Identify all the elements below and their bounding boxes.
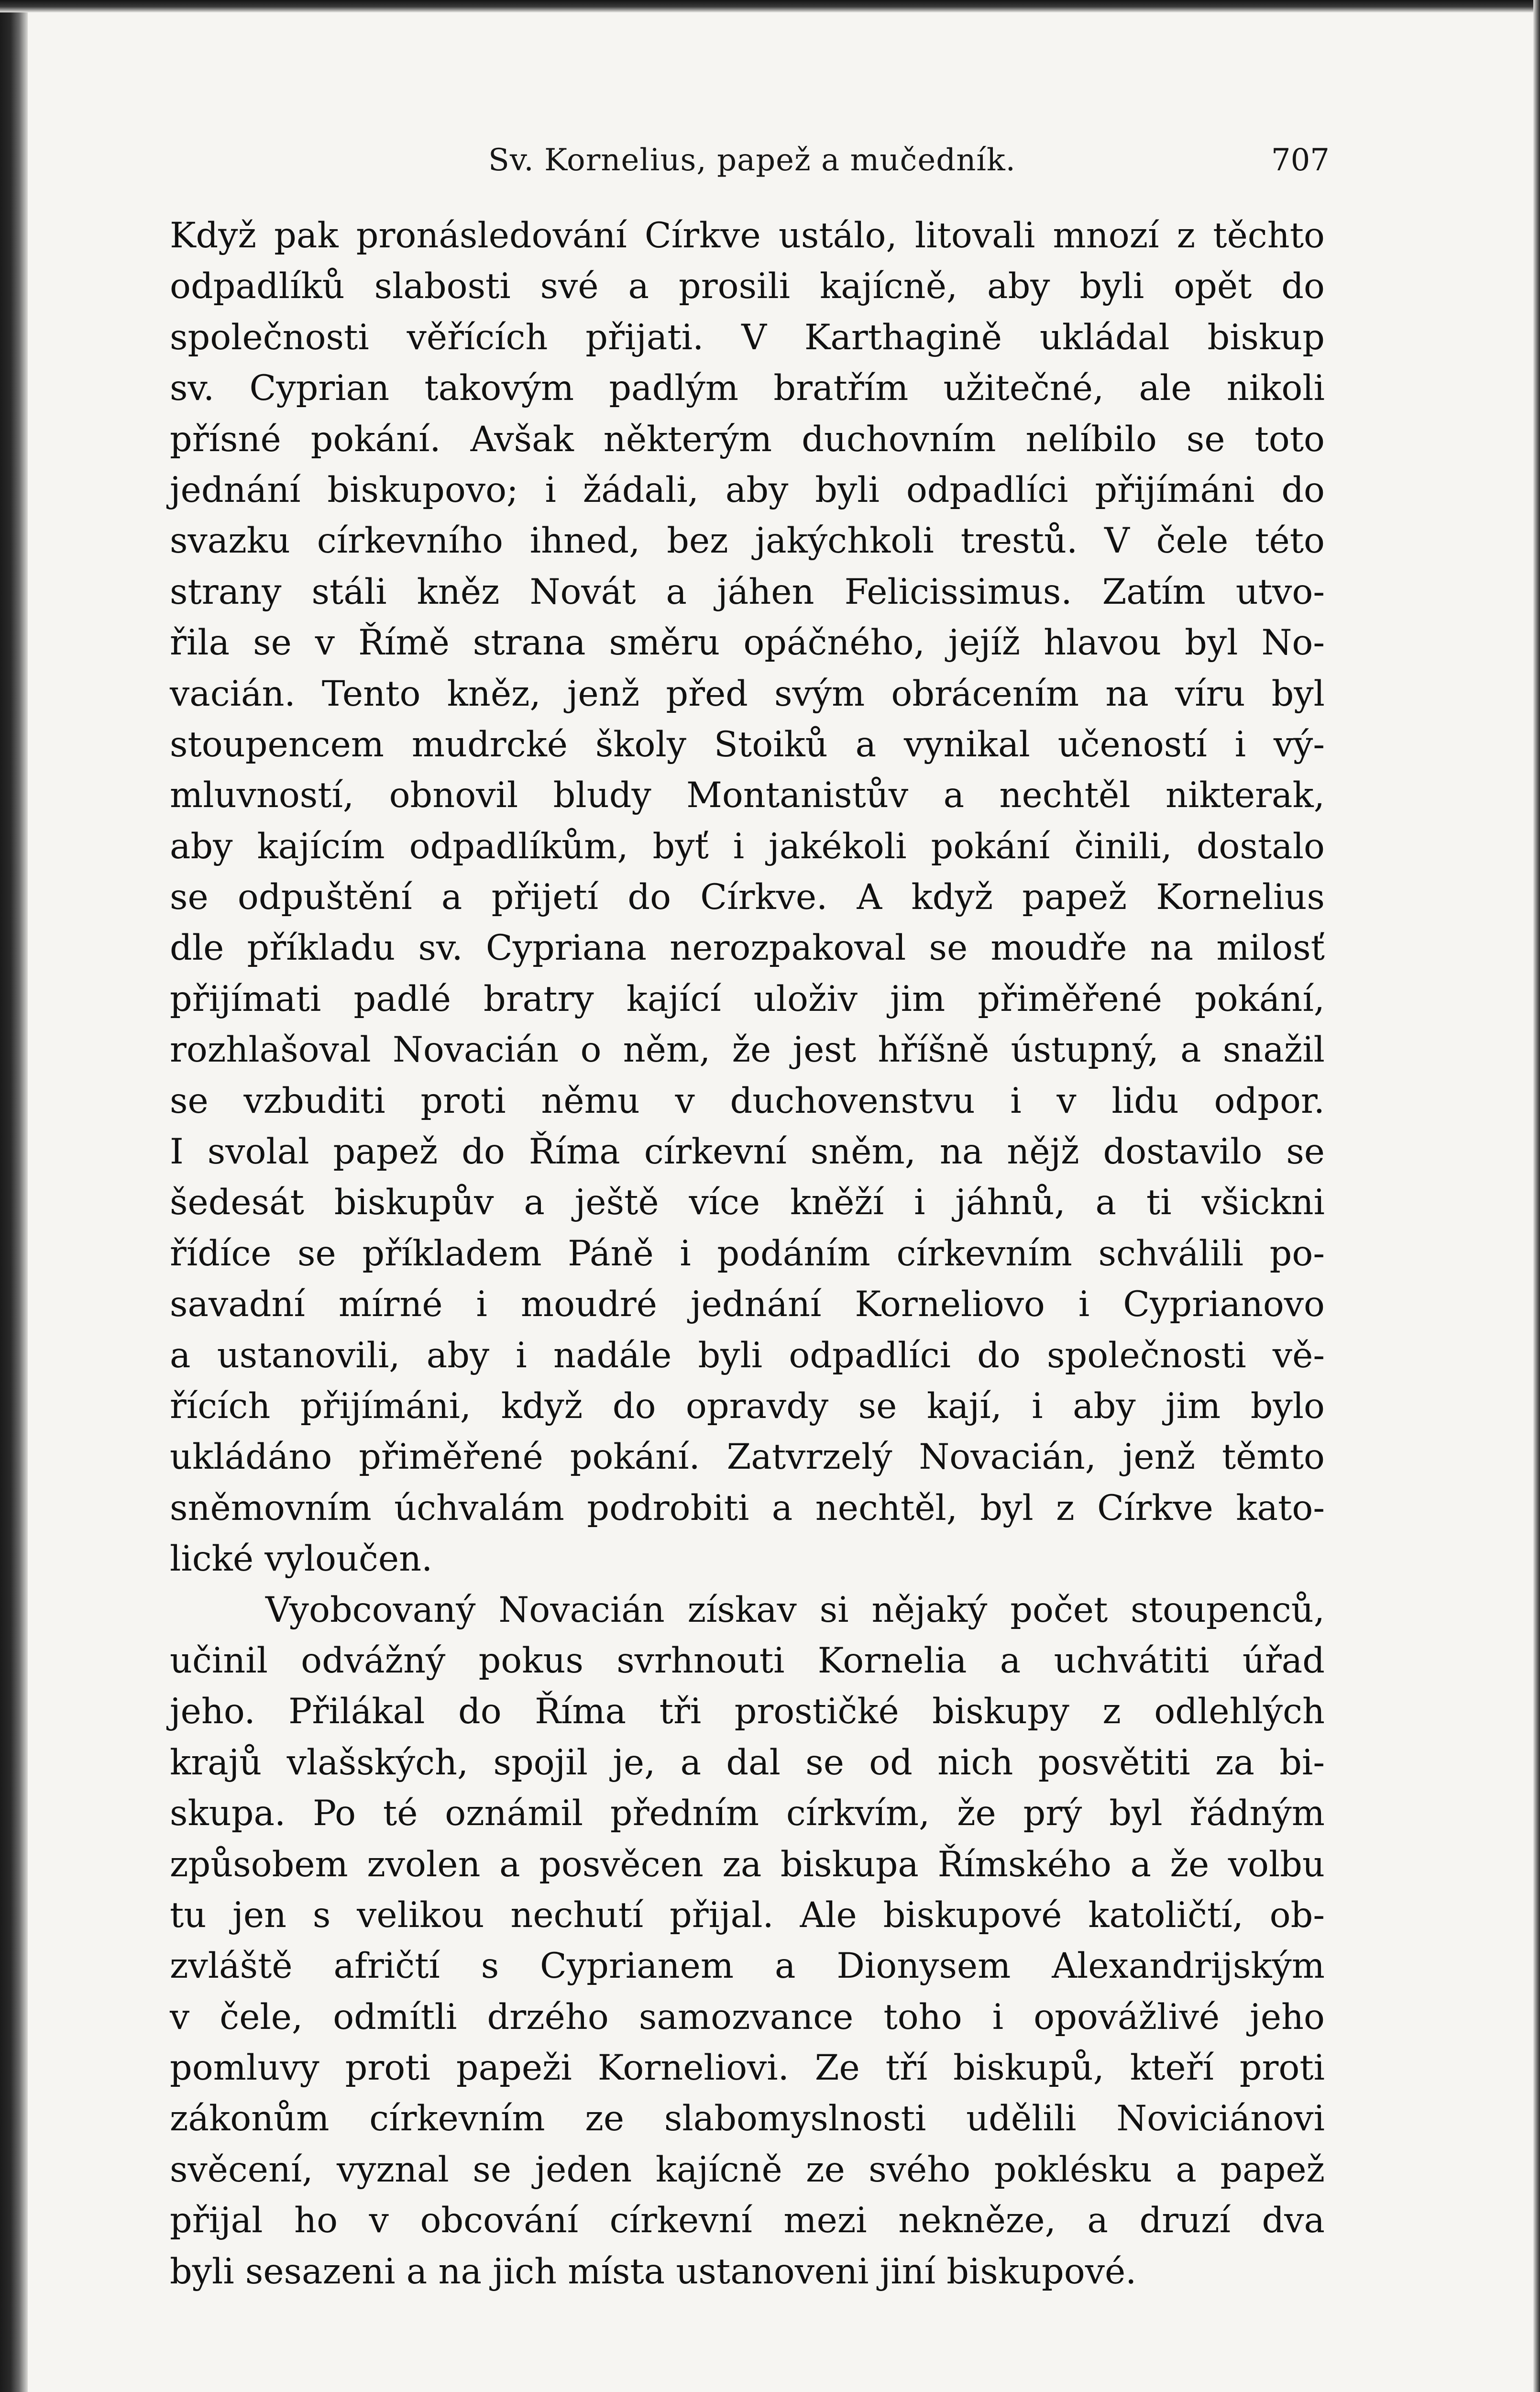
text-line: zvláště afričtí s Cyprianem a Dionysem Alexandrijským (170, 1946, 1325, 1987)
text-line: svazku církevního ihned, bez jakýchkoli trestů. V čele této (170, 520, 1325, 562)
text-line: přijímati padlé bratry kající uloživ jim přiměřené pokání, (170, 978, 1325, 1019)
text-line: mluvností, obnovil bludy Montanistův a nechtěl nikterak, (170, 775, 1325, 816)
text-line: přijal ho v obcování církevní mezi nekněze, a druzí dva (170, 2200, 1325, 2241)
paragraph-1 (170, 210, 1325, 1585)
page-header (175, 134, 1330, 187)
text-line: pomluvy proti papeži Korneliovi. Ze tří biskupů, kteří proti (170, 2048, 1325, 2089)
text-line: tu jen s velikou nechutí přijal. Ale biskupové katoličtí, ob- (170, 1894, 1325, 1936)
text-line: aby kajícím odpadlíkům, byť i jakékoli pokání činili, dostalo (170, 826, 1325, 867)
text-line: jednání biskupovo; i žádali, aby byli odpadlíci přijímáni do (170, 469, 1325, 510)
text-line: se odpuštění a přijetí do Církve. A když papež Kornelius (170, 877, 1325, 918)
text-line: byli sesazeni a na jich místa ustanoveni jiní biskupové. (170, 2251, 1137, 2292)
running-title: Sv. Kornelius, papež a mučedník. (488, 143, 1016, 178)
text-line: savadní mírné i moudré jednání Korneliovo i Cyprianovo (170, 1284, 1325, 1325)
top-edge-shadow (0, 0, 1540, 12)
text-line: šedesát biskupův a ještě více kněží i jáhnů, a ti všickni (170, 1182, 1325, 1223)
text-line: Když pak pronásledování Církve ustálo, litovali mnozí z těchto (170, 215, 1325, 256)
text-line: skupa. Po té oznámil předním církvím, že prý byl řádným (170, 1793, 1325, 1834)
text-line: v čele, odmítli drzého samozvance toho i opovážlivé jeho (170, 1996, 1325, 2038)
right-edge-shadow (1533, 0, 1540, 2392)
text-line: ukládáno přiměřené pokání. Zatvrzelý Novacián, jenž těmto (170, 1437, 1325, 1478)
body-text (170, 210, 1325, 2297)
paragraph-2 (170, 1585, 1325, 2297)
text-line: jeho. Přilákal do Říma tři prostičké biskupy z odlehlých (170, 1691, 1325, 1732)
text-line: dle příkladu sv. Cypriana nerozpakoval se moudře na milosť (170, 928, 1325, 969)
binding-edge-shadow (0, 0, 28, 2392)
text-line: způsobem zvolen a posvěcen za biskupa Římského a že volbu (170, 1844, 1325, 1885)
text-line: vacián. Tento kněz, jenž před svým obrácením na víru byl (170, 673, 1325, 714)
text-line: řících přijímáni, když do opravdy se kají, i aby jim bylo (170, 1385, 1325, 1427)
text-line: společnosti věřících přijati. V Karthagině ukládal biskup (170, 317, 1325, 358)
text-line: řídíce se příkladem Páně i podáním církevním schválili po- (170, 1233, 1325, 1274)
text-line: sv. Cyprian takovým padlým bratřím užitečné, ale nikoli (170, 368, 1325, 409)
text-line: Vyobcovaný Novacián získav si nějaký počet stoupenců, (265, 1589, 1325, 1630)
text-line: učinil odvážný pokus svrhnouti Kornelia a uchvátiti úřad (170, 1640, 1325, 1681)
text-line: přísné pokání. Avšak některým duchovním nelíbilo se toto (170, 419, 1325, 460)
text-line: zákonům církevním ze slabomyslnosti udělili Noviciánovi (170, 2098, 1325, 2139)
text-line: se vzbuditi proti němu v duchovenstvu i v lidu odpor. (170, 1080, 1325, 1121)
text-line: strany stáli kněz Novát a jáhen Felicissimus. Zatím utvo- (170, 571, 1325, 612)
text-line: I svolal papež do Říma církevní sněm, na nějž dostavilo se (170, 1131, 1325, 1173)
text-line: a ustanovili, aby i nadále byli odpadlíci do společnosti vě- (170, 1335, 1325, 1376)
text-line: sněmovním úchvalám podrobiti a nechtěl, byl z Církve kato- (170, 1487, 1325, 1528)
page-number: 707 (1271, 143, 1330, 178)
text-line: stoupencem mudrcké školy Stoiků a vynikal učeností i vý- (170, 724, 1325, 765)
text-line: odpadlíků slabosti své a prosili kajícně, aby byli opět do (170, 266, 1325, 307)
text-line: lické vyloučen. (170, 1539, 433, 1580)
text-line: rozhlašoval Novacián o něm, že jest hříšně ústupný, a snažil (170, 1030, 1325, 1071)
text-line: svěcení, vyznal se jeden kajícně ze svého poklésku a papež (170, 2149, 1325, 2190)
text-line: řila se v Římě strana směru opáčného, jejíž hlavou byl No- (170, 622, 1325, 664)
text-line: krajů vlašských, spojil je, a dal se od nich posvětiti za bi- (170, 1742, 1325, 1783)
